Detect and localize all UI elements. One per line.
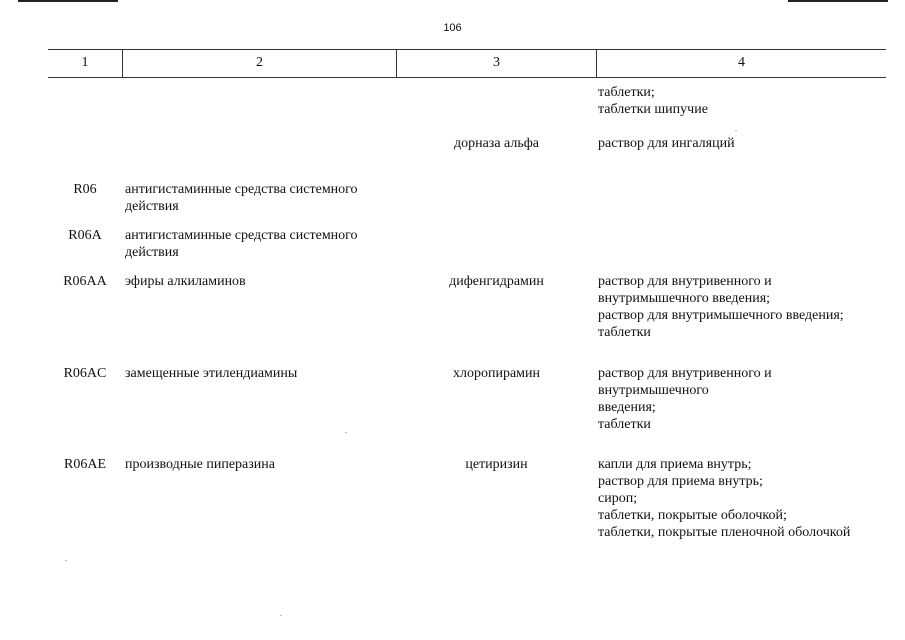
header-col-1: 1 (81, 55, 89, 70)
dosage-form-line: таблетки; (598, 85, 655, 100)
table-header-bottom-border (48, 77, 886, 78)
dosage-forms (598, 456, 888, 541)
scan-speck (735, 130, 737, 131)
atc-code: R06A (68, 228, 102, 243)
dosage-forms (598, 135, 888, 152)
atc-code: R06AC (63, 366, 107, 381)
drug-name: дифенгидрамин (449, 274, 544, 289)
anatomical-therapeutic-group: антигистаминные средства системного действия (125, 228, 358, 260)
drug-name: хлоропирамин (452, 366, 541, 381)
dosage-form-line: раствор для внутримышечного введения; (598, 308, 844, 323)
dosage-form-line: таблетки, покрытые оболочкой; (598, 508, 787, 523)
dosage-form-line: таблетки (598, 325, 651, 340)
drug-name: цетиризин (465, 457, 528, 472)
dosage-form-line: введения; (598, 400, 656, 415)
dosage-forms (598, 365, 888, 433)
dosage-form-line: раствор для ингаляций (598, 136, 735, 151)
atc-code: R06 (73, 182, 97, 197)
dosage-forms (598, 273, 888, 341)
anatomical-therapeutic-group: эфиры алкиламинов (125, 274, 246, 289)
dosage-forms (598, 84, 888, 118)
page-number: 106 (443, 22, 462, 34)
atc-code: R06AE (64, 457, 106, 472)
header-col-3: 3 (493, 55, 500, 70)
scan-speck (345, 432, 347, 433)
anatomical-therapeutic-group: замещенные этилендиамины (125, 366, 298, 381)
scan-speck (65, 560, 67, 561)
dosage-form-line: внутримышечного (598, 383, 709, 398)
dosage-form-line: раствор для внутривенного и (598, 274, 772, 289)
dosage-form-line: внутримышечного введения; (598, 291, 771, 306)
dosage-form-line: сироп; (598, 491, 638, 506)
table-top-border (48, 49, 886, 50)
dosage-form-line: капли для приема внутрь; (598, 457, 752, 472)
dosage-form-line: раствор для внутривенного и (598, 366, 772, 381)
anatomical-therapeutic-group: производные пиперазина (125, 457, 275, 472)
drug-name: дорназа альфа (453, 136, 540, 151)
atc-code: R06AA (63, 274, 107, 289)
scan-speck (280, 615, 282, 616)
dosage-form-line: раствор для приема внутрь; (598, 474, 763, 489)
dosage-form-line: таблетки (598, 417, 651, 432)
top-scan-rule-left (18, 0, 118, 2)
header-col-2: 2 (256, 55, 263, 70)
anatomical-therapeutic-group: антигистаминные средства системного действия (125, 182, 358, 214)
dosage-form-line: таблетки шипучие (598, 102, 708, 117)
top-scan-rule-right (788, 0, 888, 2)
dosage-form-line: таблетки, покрытые пленочной оболочкой (598, 525, 851, 540)
header-col-4: 4 (738, 55, 745, 70)
